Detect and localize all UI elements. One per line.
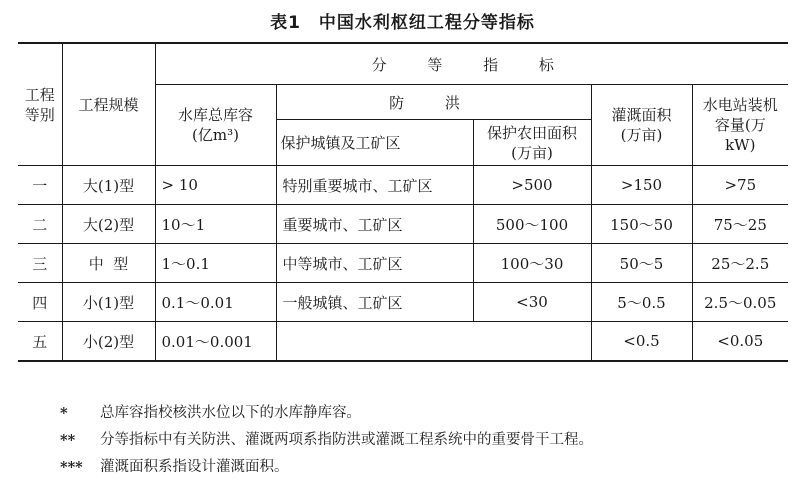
cell-reservoir: 0.01～0.001 — [155, 322, 276, 362]
cell-grade: 二 — [18, 205, 62, 244]
cell-reservoir: > 10 — [155, 166, 276, 205]
table-row — [18, 283, 788, 322]
footnote — [60, 400, 593, 427]
cell-scale: 大(2)型 — [62, 205, 155, 244]
cell-irrigation: 150～50 — [591, 205, 692, 244]
table-row — [18, 244, 788, 283]
header-hydro — [692, 85, 788, 166]
header-flood: 防 洪 — [276, 85, 591, 120]
header-grade — [18, 43, 62, 166]
footnote-text: 分等指标中有关防洪、灌溉两项系指防洪或灌溉工程系统中的重要骨干工程。 — [100, 432, 593, 448]
cell-city: 中等城市、工矿区 — [276, 244, 473, 283]
cell-hydro: 25～2.5 — [692, 244, 788, 283]
cell-scale: 中 型 — [62, 244, 155, 283]
cell-reservoir: 10～1 — [155, 205, 276, 244]
header-irrigation — [591, 85, 692, 166]
cell-irrigation: >150 — [591, 166, 692, 205]
cell-farm: 500～100 — [473, 205, 591, 244]
cell-scale: 小(2)型 — [62, 322, 155, 362]
cell-scale: 小(1)型 — [62, 283, 155, 322]
cell-hydro: 2.5～0.05 — [692, 283, 788, 322]
cell-grade: 一 — [18, 166, 62, 205]
table-row — [18, 322, 788, 362]
footnote-mark: *** — [60, 459, 83, 476]
header-category: 分 等 指 标 — [155, 43, 788, 85]
cell-city: 重要城市、工矿区 — [276, 205, 473, 244]
table-row — [18, 166, 788, 205]
footnote-text: 总库容指校核洪水位以下的水库静库容。 — [100, 405, 361, 421]
header-protect-farm-text: 保护农田面积(万亩) — [486, 123, 577, 162]
header-reservoir — [155, 85, 276, 166]
cell-irrigation: 50～5 — [591, 244, 692, 283]
footnotes — [60, 400, 593, 481]
header-protect-city: 保护城镇及工矿区 — [276, 120, 473, 166]
cell-grade: 三 — [18, 244, 62, 283]
cell-irrigation: <0.5 — [591, 322, 692, 362]
cell-grade: 五 — [18, 322, 62, 362]
grading-table — [18, 42, 788, 362]
cell-grade: 四 — [18, 283, 62, 322]
footnote-mark: * — [60, 405, 68, 422]
cell-farm: <30 — [473, 283, 591, 322]
footnote-mark: ** — [60, 432, 76, 449]
header-hydro-text: 水电站装机容量(万kW) — [702, 96, 778, 154]
footnote — [60, 427, 593, 454]
header-irrigation-text: 灌溉面积(万亩) — [611, 106, 672, 144]
cell-irrigation: 5～0.5 — [591, 283, 692, 322]
cell-hydro: >75 — [692, 166, 788, 205]
footnote-text: 灌溉面积系指设计灌溉面积。 — [100, 459, 289, 475]
header-protect-farm — [473, 120, 591, 166]
cell-flood-empty — [276, 322, 591, 362]
cell-reservoir: 1～0.1 — [155, 244, 276, 283]
cell-farm: 100～30 — [473, 244, 591, 283]
footnote — [60, 454, 593, 481]
cell-scale: 大(1)型 — [62, 166, 155, 205]
table-number: 表1 — [270, 13, 301, 33]
header-row-1 — [18, 43, 788, 85]
cell-city: 特别重要城市、工矿区 — [276, 166, 473, 205]
header-grade-text: 工程等别 — [24, 85, 55, 124]
table-title-text: 中国水利枢纽工程分等指标 — [318, 13, 535, 33]
header-reservoir-text: 水库总库容(亿m³) — [177, 106, 253, 144]
cell-hydro: <0.05 — [692, 322, 788, 362]
header-scale: 工程规模 — [62, 43, 155, 166]
table-title — [0, 8, 805, 33]
cell-hydro: 75～25 — [692, 205, 788, 244]
table-row — [18, 205, 788, 244]
cell-city: 一般城镇、工矿区 — [276, 283, 473, 322]
cell-farm: >500 — [473, 166, 591, 205]
cell-reservoir: 0.1～0.01 — [155, 283, 276, 322]
